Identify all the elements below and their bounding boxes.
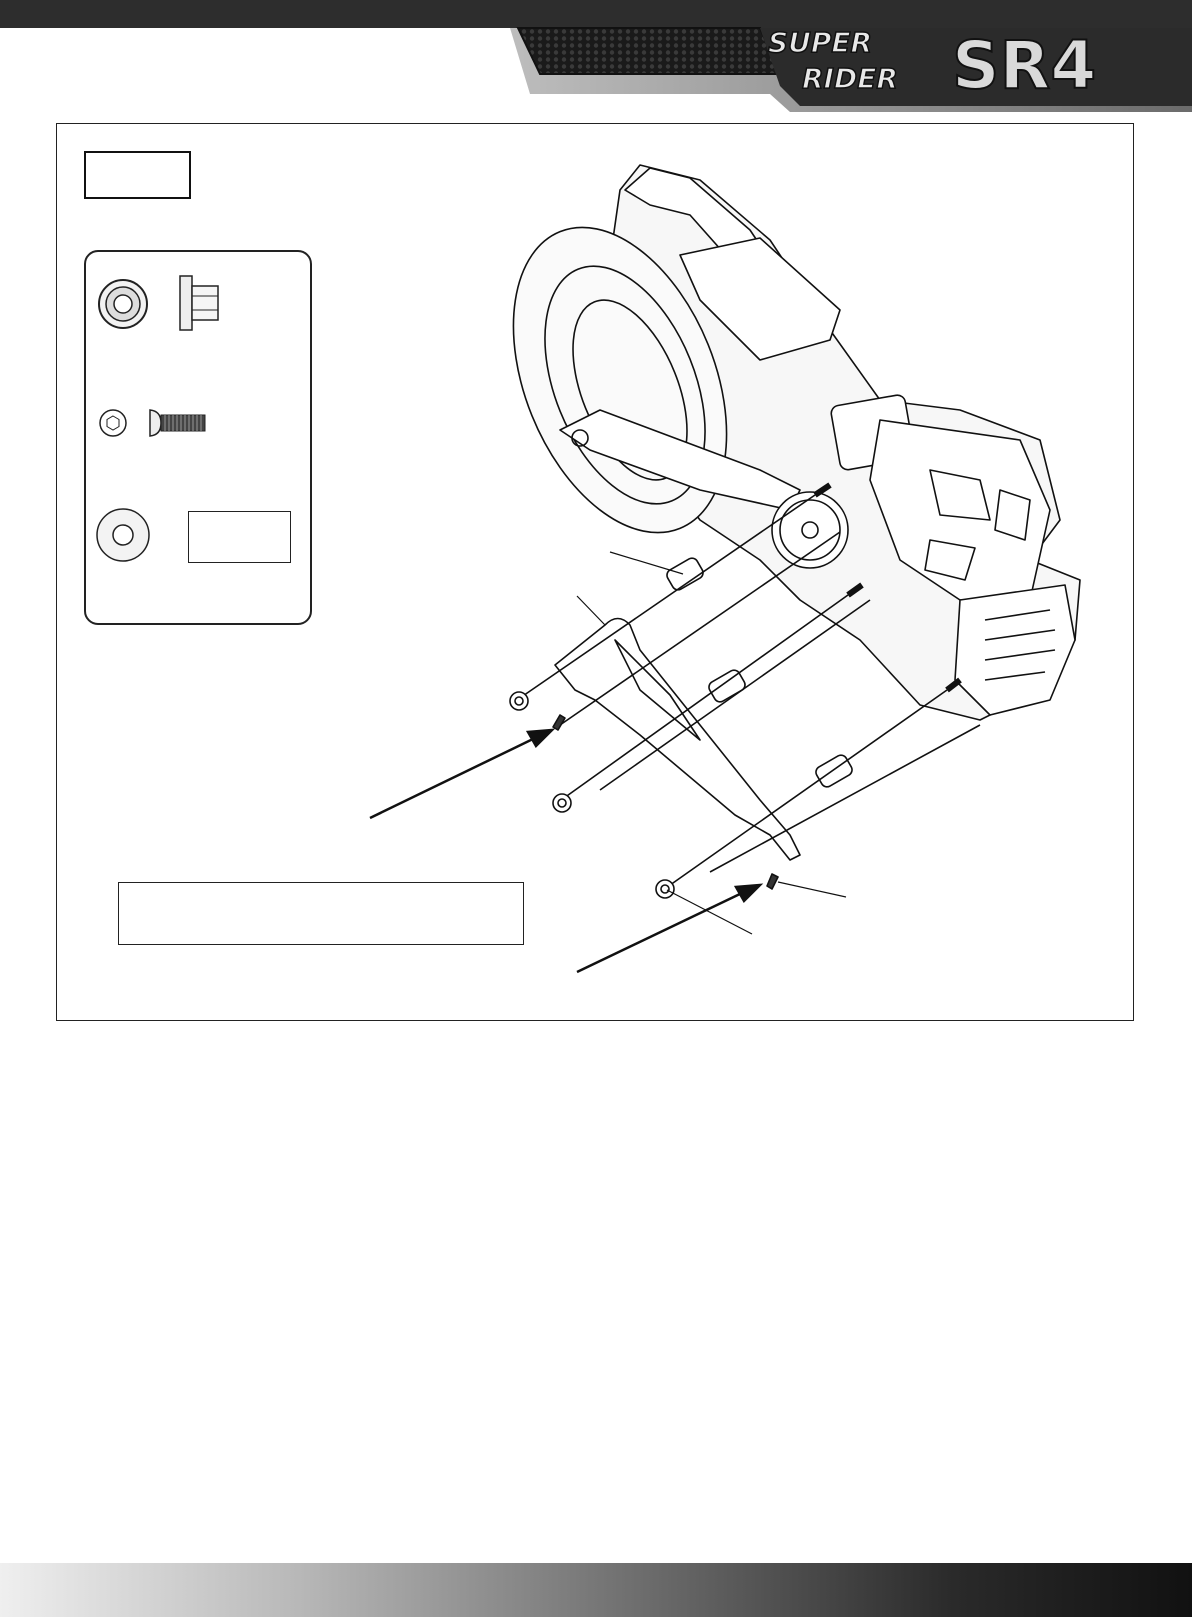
parts-list-panel [84, 250, 312, 625]
super-rider-sr4-logo [760, 22, 1180, 100]
note-box [118, 882, 524, 945]
svg-text:RIDER: RIDER [802, 62, 898, 95]
part-label-box [188, 511, 291, 563]
svg-text:SUPER: SUPER [768, 26, 873, 59]
footer-bar [0, 1563, 1192, 1617]
step-number-box [84, 151, 191, 199]
svg-text:SR4: SR4 [952, 27, 1097, 100]
